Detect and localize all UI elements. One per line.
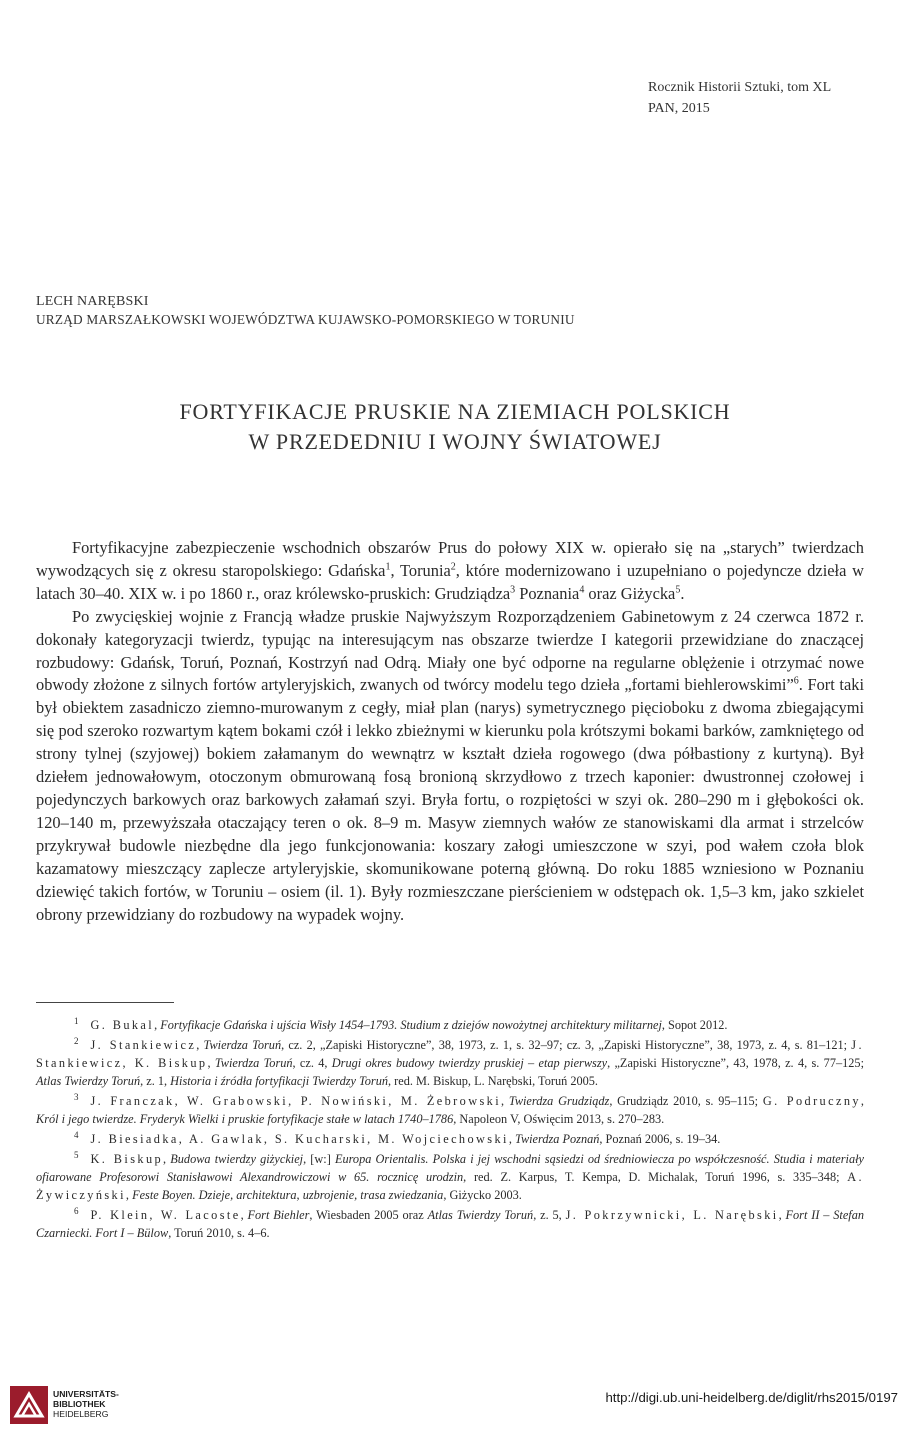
footnote-number: 4: [74, 1129, 79, 1140]
footnote-title: Fort II – Stefan Czarniecki. Fort I – Bülow: [36, 1208, 865, 1240]
text-run: , „Zapiski Historyczne”, 43, 1978, z. 4, s. 77–125;: [607, 1056, 864, 1070]
footnote-title: Fortyfikacje Gdańska i ujścia Wisły 1454–1793. Studium z dziejów nowożytnej architektury militarnej: [160, 1018, 662, 1032]
footnote-title: Król i jego twierdze. Fryderyk Wielki i pruskie fortyfikacje stałe w latach 1740–1786: [36, 1112, 454, 1126]
library-name-line-1: UNIVERSITÄTS-: [53, 1389, 119, 1399]
text-run: , [w:]: [303, 1152, 335, 1166]
text-run: oraz Giżycka: [584, 583, 676, 603]
article-body: [36, 537, 864, 926]
text-run: , Toruń 2010, s. 4–6.: [168, 1226, 270, 1240]
footnote-author: J. Franczak, W. Grabowski, P. Nowiński, M. Żebrowski: [90, 1094, 502, 1108]
text-run: ,: [154, 1018, 161, 1032]
footnote-author: K. Biskup: [90, 1152, 164, 1166]
source-url[interactable]: http://digi.ub.uni-heidelberg.de/diglit/rhs2015/0197: [605, 1390, 898, 1405]
footnote-title: Budowa twierdzy giżyckiej: [170, 1152, 304, 1166]
footnote-title: Twierdza Grudziądz: [508, 1094, 610, 1108]
footnote-title: Twierdza Poznań: [515, 1132, 600, 1146]
footnote-author: J. Biesiadka, A. Gawlak, S. Kucharski, M. Wojciechowski: [90, 1132, 509, 1146]
library-name-line-3: HEIDELBERG: [53, 1409, 109, 1419]
library-emblem-icon: [10, 1386, 48, 1424]
footnote-title: Twierdza Toruń: [214, 1056, 293, 1070]
footnote-title: Atlas Twierdzy Toruń: [36, 1074, 141, 1088]
footnote-number: 1: [74, 1015, 79, 1026]
footnote-title: Drugi okres budowy twierdzy pruskiej – etap pierwszy: [331, 1056, 608, 1070]
article-title: [0, 397, 910, 457]
text-run: , cz. 4,: [292, 1056, 332, 1070]
footnote-number: 3: [74, 1091, 79, 1102]
footnote-author: A. Żywiczyński: [36, 1170, 864, 1202]
footnote-number: 5: [74, 1149, 79, 1160]
text-run: , cz. 2, „Zapiski Historyczne”, 38, 1973, z. 1, s. 32–97; cz. 3, „Zapiski Historyczne”, 38, 1973, z. 4, s. 81–121;: [281, 1038, 852, 1052]
text-run: Po zwycięskiej wojnie z Francją władze pruskie Najwyższym Rozporządzeniem Gabinetowym z 24 czerwca 1872 r. dokonały kategoryzacji twierdz, typując na interesującym nas obszarze twierdze I kategorii przewidziane do znaczącej rozbudowy: Gdańsk, Toruń, Poznań, Kostrzyń nad Odrą. Miały one być odporne na regularne oblężenie i otrzymać nowe obwody złożone z silnych fortów artyleryjskich, zwanych od twórcy modelu tego dzieła „fortami biehlerowskimi”: [36, 606, 864, 695]
text-run: Fortyfikacyjne zabezpieczenie wschodnich obszarów Prus do połowy XIX w. opierało się na „starych” twierdzach wywodzących się z okresu staropolskiego: Gdańska: [36, 538, 864, 580]
text-run: , Wiesbaden 2005 oraz: [309, 1208, 428, 1222]
author-block: [36, 293, 575, 329]
text-run: , Torunia: [390, 560, 451, 580]
footnote-title: Historia i źródła fortyfikacji Twierdzy Toruń: [170, 1074, 388, 1088]
text-run: , z. 1,: [140, 1074, 171, 1088]
footnote-ref-1[interactable]: 1: [385, 561, 391, 573]
footnote-number: 2: [74, 1035, 79, 1046]
text-run: , Poznań 2006, s. 19–34.: [599, 1132, 721, 1146]
footnotes: [36, 1016, 864, 1244]
footnote-author: J. Stankiewicz, K. Biskup: [36, 1038, 864, 1070]
paragraph-1: [36, 537, 864, 606]
footnote-ref-3[interactable]: 3: [510, 584, 516, 596]
footnote-4: $^4$ J. Biesiadka, A. Gawlak, S. Kucharski, M. Wojciechowski, Twierdza Poznań, Poznań 2006, s. 19–34.: [74, 1129, 721, 1146]
footnote-title: Atlas Twierdzy Toruń: [427, 1208, 534, 1222]
library-logo[interactable]: [10, 1386, 140, 1432]
text-run: , Sopot 2012.: [661, 1018, 728, 1032]
footnote-author: G. Bukal: [90, 1018, 155, 1032]
footnote-author: J. Pokrzywnicki, L. Narębski: [565, 1208, 779, 1222]
footnote-ref-5[interactable]: 5: [675, 584, 681, 596]
text-run: , Giżycko 2003.: [443, 1188, 522, 1202]
article-title-line-1: FORTYFIKACJE PRUSKIE NA ZIEMIACH POLSKICH: [179, 399, 731, 424]
footnote-ref-6[interactable]: 6: [793, 675, 799, 687]
text-run: . Fort taki był obiektem zasadniczo ziemno-murowanym z cegły, miał plan (narys) symetrycznego pięcioboku z dwoma zbiegającymi się pod szeroko rozwartym kątem bokami czół i lekko zbieżnymi w kierunku pola krótszymi bokami barków, zamkniętego od strony tylnej (szyjowej) bokiem załamanym do wewnątrz w kształt dzieła rogowego (dwa półbastiony z kurtyną). Był dziełem jednowałowym, otoczonym obmurowaną fosą bronioną skrzydłowo z trzech kaponier: dwustronnej czołowej i pojedynczych barkowych oraz barkowych załamań szyi. Bryła fortu, o rozpiętości w szyi ok. 280–290 m i głębokości ok. 120–140 m, przewyższała otaczający teren o ok. 8–9 m. Masyw ziemnych wałów ze stanowiskami dla armat i strzelców przykrywał budowle niezbędne dla jego funkcjonowania: koszary załogi umieszczone w szyi, pod wałem czoła blok kazamatowy mieszczący zaplecze artyleryjskie, skomunikowane poterną główną. Do roku 1885 wzniesiono w Poznaniu dziewięć takich fortów, w Toruniu – osiem (il. 1). Były rozmieszczane pierścieniem w odstępach ok. 1,5–3 km, jako szkielet obrony przewidziany do rozbudowy na wypadek wojny.: [36, 675, 864, 924]
text-run: , red. Z. Karpus, T. Kempa, D. Michalak, Toruń 1996, s. 335–348;: [463, 1170, 848, 1184]
text-run: .: [680, 583, 685, 603]
footnote-title: Feste Boyen. Dzieje, architektura, uzbrojenie, trasa zwiedzania: [132, 1188, 444, 1202]
footnote-author: J. Stankiewicz: [90, 1038, 197, 1052]
footnote-6: $^6$ P. Klein, W. Lacoste, Fort Biehler, Wiesbaden 2005 oraz Atlas Twierdzy Toruń, z. 5, J. Pokrzywnicki, L. Narębski, Fort II – Stefan Czarniecki. Fort I – Bülow, Toruń 2010, s. 4–6.: [36, 1205, 865, 1240]
library-name-line-2: BIBLIOTHEK: [53, 1399, 106, 1409]
journal-publisher: PAN, 2015: [648, 101, 710, 116]
footnote-ref-2[interactable]: 2: [450, 561, 456, 573]
article-title-line-2: W PRZEDEDNIU I WOJNY ŚWIATOWEJ: [248, 429, 662, 454]
author-name: LECH NARĘBSKI: [36, 294, 149, 309]
footnote-ref-4[interactable]: 4: [579, 584, 585, 596]
author-affiliation: URZĄD MARSZAŁKOWSKI WOJEWÓDZTWA KUJAWSKO-POMORSKIEGO W TORUNIU: [36, 312, 575, 327]
footnote-author: P. Klein, W. Lacoste: [90, 1208, 241, 1222]
text-run: Poznania: [515, 583, 580, 603]
journal-info: [648, 77, 831, 119]
text-run: , które modernizowano i uzupełniano o pojedyncze dzieła w latach 30–40. XIX w. i po 1860 r., oraz królewsko-pruskich: Grudziądza: [36, 560, 864, 603]
footnote-divider: [36, 1002, 174, 1003]
text-run: , red. M. Biskup, L. Narębski, Toruń 2005.: [388, 1074, 598, 1088]
footnote-title: Europa Orientalis. Polska i jej wschodni sąsiedzi od średniowiecza po współczesność. Studia i materiały ofiarowane Profesorowi Stanisławowi Alexandrowiczowi w 65. rocznicę urodzin: [36, 1152, 864, 1184]
footnote-title: Fort Biehler: [247, 1208, 310, 1222]
footnote-number: 6: [74, 1205, 79, 1216]
journal-title: Rocznik Historii Sztuki, tom XL: [648, 80, 832, 95]
text-run: , Napoleon V, Oświęcim 2013, s. 270–283.: [453, 1112, 665, 1126]
footnote-author: G. Podruczny: [762, 1094, 861, 1108]
library-name: [53, 1389, 119, 1419]
paragraph-2: [36, 606, 864, 927]
footnote-title: Twierdza Toruń: [203, 1038, 282, 1052]
footnote-5: $^5$ K. Biskup, Budowa twierdzy giżyckiej, [w:] Europa Orientalis. Polska i jej wschodni sąsiedzi od średniowiecza po współczesność. Studia i materiały ofiarowane Profesorowi Stanisławowi Alexandrowiczowi w 65. rocznicę urodzin, red. Z. Karpus, T. Kempa, D. Michalak, Toruń 1996, s. 335–348; A. Żywiczyński, Feste Boyen. Dzieje, architektura, uzbrojenie, trasa zwiedzania, Giżycko 2003.: [36, 1149, 864, 1202]
text-run: , z. 5,: [533, 1208, 566, 1222]
footnote-2: $^2$ J. Stankiewicz, Twierdza Toruń, cz. 2, „Zapiski Historyczne”, 38, 1973, z. 1, s. 32–97; cz. 3, „Zapiski Historyczne”, 38, 1973, z. 4, s. 81–121; J. Stankiewicz, K. Biskup, Twierdza Toruń, cz. 4, Drugi okres budowy twierdzy pruskiej – etap pierwszy, „Zapiski Historyczne”, 43, 1978, z. 4, s. 77–125; Atlas Twierdzy Toruń, z. 1, Historia i źródła fortyfikacji Twierdzy Toruń, red. M. Biskup, L. Narębski, Toruń 2005.: [36, 1035, 864, 1088]
footnote-1: [36, 1016, 864, 1034]
text-run: , Grudziądz 2010, s. 95–115;: [609, 1094, 763, 1108]
footnote-3: $^3$ J. Franczak, W. Grabowski, P. Nowiński, M. Żebrowski, Twierdza Grudziądz, Grudziądz 2010, s. 95–115; G. Podruczny, Król i jego twierdze. Fryderyk Wielki i pruskie fortyfikacje stałe w latach 1740–1786, Napoleon V, Oświęcim 2013, s. 270–283.: [36, 1091, 864, 1126]
